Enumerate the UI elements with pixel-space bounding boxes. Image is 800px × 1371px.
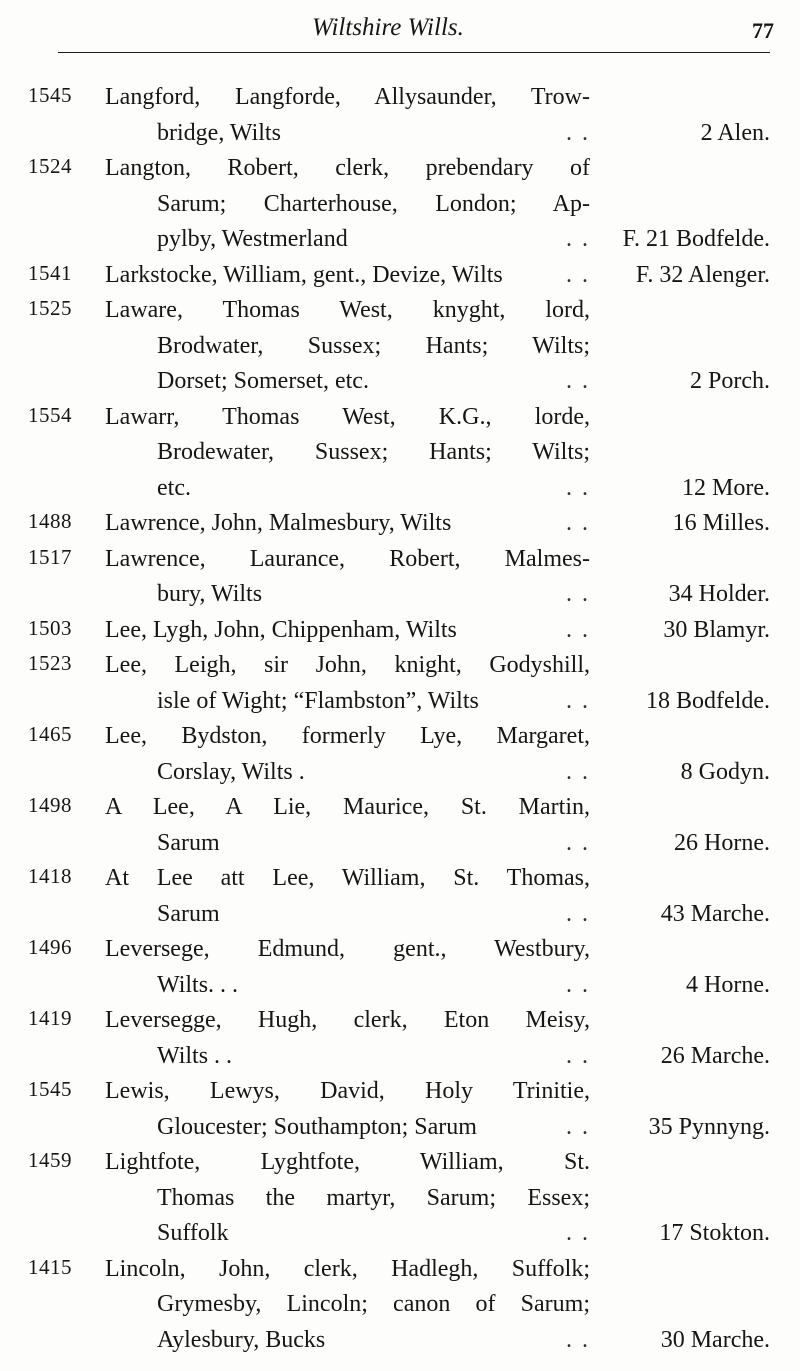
entry-line [105, 719, 590, 755]
entry-line-text: etc. [157, 474, 191, 501]
entry-line-text: Leversege, Edmund, gent., Westbury, [105, 936, 590, 962]
entry-text [105, 648, 590, 719]
entry-line [105, 222, 590, 258]
entry-line [105, 1039, 590, 1075]
entry-line [105, 755, 590, 791]
register-reference: 30 Blamyr. [663, 616, 770, 643]
leader-dots: . . [566, 261, 590, 288]
register-reference: 12 More. [682, 474, 770, 501]
entry-line-text: Leversegge, Hugh, clerk, Eton Meisy, [105, 1007, 590, 1033]
entry-line-text: Thomas the martyr, Sarum; Essex; [157, 1184, 590, 1211]
entry-text [105, 151, 590, 258]
entry-line [105, 506, 590, 542]
register-reference: 2 Alen. [700, 119, 770, 146]
will-entry [0, 258, 800, 294]
entry-line-text: Sarum [157, 829, 220, 856]
will-entry [0, 648, 800, 719]
running-title: Wiltshire Wills. [312, 14, 464, 41]
running-head [0, 8, 800, 48]
entry-line [105, 861, 590, 897]
entry-line-text: Lee, Leigh, sir John, knight, Godyshill, [105, 652, 590, 678]
will-entry [0, 932, 800, 1003]
entry-year: 1465 [28, 722, 72, 746]
entry-line-text: pylby, Westmerland [157, 226, 348, 252]
entry-text [105, 613, 590, 649]
entry-text [105, 1145, 590, 1252]
entry-line-text: Lincoln, John, clerk, Hadlegh, Suffolk; [105, 1255, 590, 1282]
entry-line-text: Larkstocke, William, gent., Devize, Wilts [105, 261, 503, 288]
leader-dots: . . [566, 829, 590, 856]
entry-line [105, 1110, 590, 1146]
will-entry [0, 151, 800, 258]
entry-line [105, 932, 590, 968]
entry-line-text: Wilts. . . [157, 971, 239, 998]
entry-year: 1503 [28, 615, 72, 640]
entry-line-text: Grymesby, Lincoln; canon of Sarum; [157, 1291, 590, 1317]
entry-text [105, 1074, 590, 1145]
entry-line-text: Wilts . . [157, 1042, 233, 1069]
entry-line [105, 790, 590, 826]
entry-text [105, 542, 590, 613]
will-entry [0, 1145, 800, 1252]
will-entry [0, 613, 800, 649]
page-number: 77 [752, 18, 774, 43]
entry-year: 1418 [28, 864, 72, 888]
entry-line-text: A Lee, A Lie, Maurice, St. Martin, [105, 794, 590, 820]
entry-year: 1498 [28, 793, 72, 817]
entry-line-text: Lewis, Lewys, David, Holy Trinitie, [105, 1078, 590, 1104]
entry-line-text: Lawrence, Laurance, Robert, Malmes- [105, 545, 590, 572]
entry-line [105, 542, 590, 578]
register-reference: 26 Marche. [660, 1042, 770, 1069]
entry-line-text: Gloucester; Southampton; Sarum [157, 1113, 477, 1140]
entry-text [105, 861, 590, 932]
will-entry [0, 1003, 800, 1074]
entry-line-text: Dorset; Somerset, etc. [157, 368, 369, 394]
entry-text [105, 293, 590, 400]
entry-line [105, 1323, 590, 1359]
leader-dots: . . [566, 1113, 590, 1140]
entry-line [105, 80, 590, 116]
entry-year: 1541 [28, 260, 72, 285]
will-entry [0, 861, 800, 932]
entry-text [105, 1252, 590, 1359]
leader-dots: . . [566, 758, 590, 785]
register-reference: 4 Horne. [686, 971, 770, 998]
entry-line [105, 1003, 590, 1039]
register-reference: 43 Marche. [660, 900, 770, 927]
will-entry [0, 719, 800, 790]
entry-line [105, 648, 590, 684]
entry-year: 1517 [28, 544, 72, 569]
entry-year: 1496 [28, 935, 72, 959]
entry-line-text: Lee, Bydston, formerly Lye, Margaret, [105, 723, 590, 749]
header-rule [58, 52, 770, 53]
entry-line [105, 435, 590, 471]
register-reference: 8 Godyn. [680, 758, 770, 785]
entry-line [105, 1252, 590, 1288]
entry-line-text: isle of Wight; “Flambston”, Wilts [157, 687, 479, 714]
will-entries-list [0, 80, 800, 1358]
entry-line-text: Brodewater, Sussex; Hants; Wilts; [157, 439, 590, 465]
entry-line [105, 258, 590, 294]
register-reference: 17 Stokton. [659, 1220, 770, 1246]
will-entry [0, 542, 800, 613]
entry-line-text: Lawarr, Thomas West, K.G., lorde, [105, 403, 590, 430]
entry-year: 1419 [28, 1006, 72, 1030]
will-entry [0, 1074, 800, 1145]
entry-year: 1545 [28, 1077, 72, 1101]
leader-dots: . . [566, 581, 590, 607]
entry-text [105, 506, 590, 542]
entry-line-text: Brodwater, Sussex; Hants; Wilts; [157, 332, 590, 359]
register-reference: 18 Bodfelde. [646, 687, 770, 714]
will-entry [0, 293, 800, 400]
leader-dots: . . [566, 971, 590, 998]
entry-line [105, 293, 590, 329]
entry-line [105, 116, 590, 152]
register-reference: F. 21 Bodfelde. [622, 226, 770, 252]
entry-line-text: Aylesbury, Bucks [157, 1326, 326, 1353]
will-entry [0, 1252, 800, 1359]
leader-dots: . . [566, 510, 590, 536]
entry-text [105, 80, 590, 151]
leader-dots: . . [566, 1326, 590, 1353]
entry-text [105, 400, 590, 507]
entry-line [105, 577, 590, 613]
entry-line [105, 684, 590, 720]
leader-dots: . . [566, 226, 590, 252]
entry-line [105, 897, 590, 933]
entry-year: 1545 [28, 83, 72, 107]
leader-dots: . . [566, 1042, 590, 1069]
register-reference: 35 Pynnyng. [648, 1113, 770, 1140]
entry-line [105, 968, 590, 1004]
entry-line-text: bridge, Wilts [157, 119, 281, 146]
entry-line [105, 187, 590, 223]
leader-dots: . . [566, 1220, 590, 1246]
entry-line-text: Sarum; Charterhouse, London; Ap- [157, 190, 590, 217]
leader-dots: . . [566, 119, 590, 146]
leader-dots: . . [566, 900, 590, 927]
entry-year: 1554 [28, 402, 72, 427]
entry-text [105, 719, 590, 790]
entry-line-text: Corslay, Wilts . [157, 758, 305, 785]
entry-line-text: Suffolk [157, 1220, 229, 1246]
register-reference: 26 Horne. [674, 829, 770, 856]
entry-line [105, 400, 590, 436]
entry-line [105, 1074, 590, 1110]
entry-line-text: Lawrence, John, Malmesbury, Wilts [105, 510, 452, 536]
entry-line [105, 471, 590, 507]
entry-line [105, 364, 590, 400]
will-entry [0, 80, 800, 151]
entry-line [105, 151, 590, 187]
register-reference: 30 Marche. [660, 1326, 770, 1353]
entry-year: 1524 [28, 154, 72, 178]
entry-text [105, 790, 590, 861]
leader-dots: . . [566, 474, 590, 501]
entry-line-text: At Lee att Lee, William, St. Thomas, [105, 865, 590, 891]
entry-text [105, 1003, 590, 1074]
entry-text [105, 932, 590, 1003]
entry-year: 1525 [28, 296, 72, 320]
entry-line-text: Lee, Lygh, John, Chippenham, Wilts [105, 616, 457, 643]
leader-dots: . . [566, 687, 590, 714]
entry-line-text: Langton, Robert, clerk, prebendary of [105, 155, 590, 181]
will-entry [0, 790, 800, 861]
entry-year: 1523 [28, 651, 72, 675]
entry-line-text: Langford, Langforde, Allysaunder, Trow- [105, 84, 590, 110]
entry-line-text: bury, Wilts [157, 581, 263, 607]
register-reference: 2 Porch. [690, 368, 770, 394]
register-reference: 34 Holder. [668, 581, 770, 607]
entry-line [105, 613, 590, 649]
entry-year: 1415 [28, 1254, 72, 1279]
entry-text [105, 258, 590, 294]
entry-year: 1488 [28, 509, 72, 533]
leader-dots: . . [566, 368, 590, 394]
entry-line [105, 1216, 590, 1252]
entry-line [105, 1145, 590, 1181]
entry-year: 1459 [28, 1148, 72, 1172]
register-reference: F. 32 Alenger. [635, 261, 770, 288]
entry-line-text: Lightfote, Lyghtfote, William, St. [105, 1149, 590, 1175]
entry-line [105, 826, 590, 862]
will-entry [0, 400, 800, 507]
entry-line [105, 1181, 590, 1217]
entry-line [105, 329, 590, 365]
entry-line-text: Sarum [157, 900, 220, 927]
register-reference: 16 Milles. [672, 510, 770, 536]
leader-dots: . . [566, 616, 590, 643]
will-entry [0, 506, 800, 542]
entry-line [105, 1287, 590, 1323]
entry-line-text: Laware, Thomas West, knyght, lord, [105, 297, 590, 323]
